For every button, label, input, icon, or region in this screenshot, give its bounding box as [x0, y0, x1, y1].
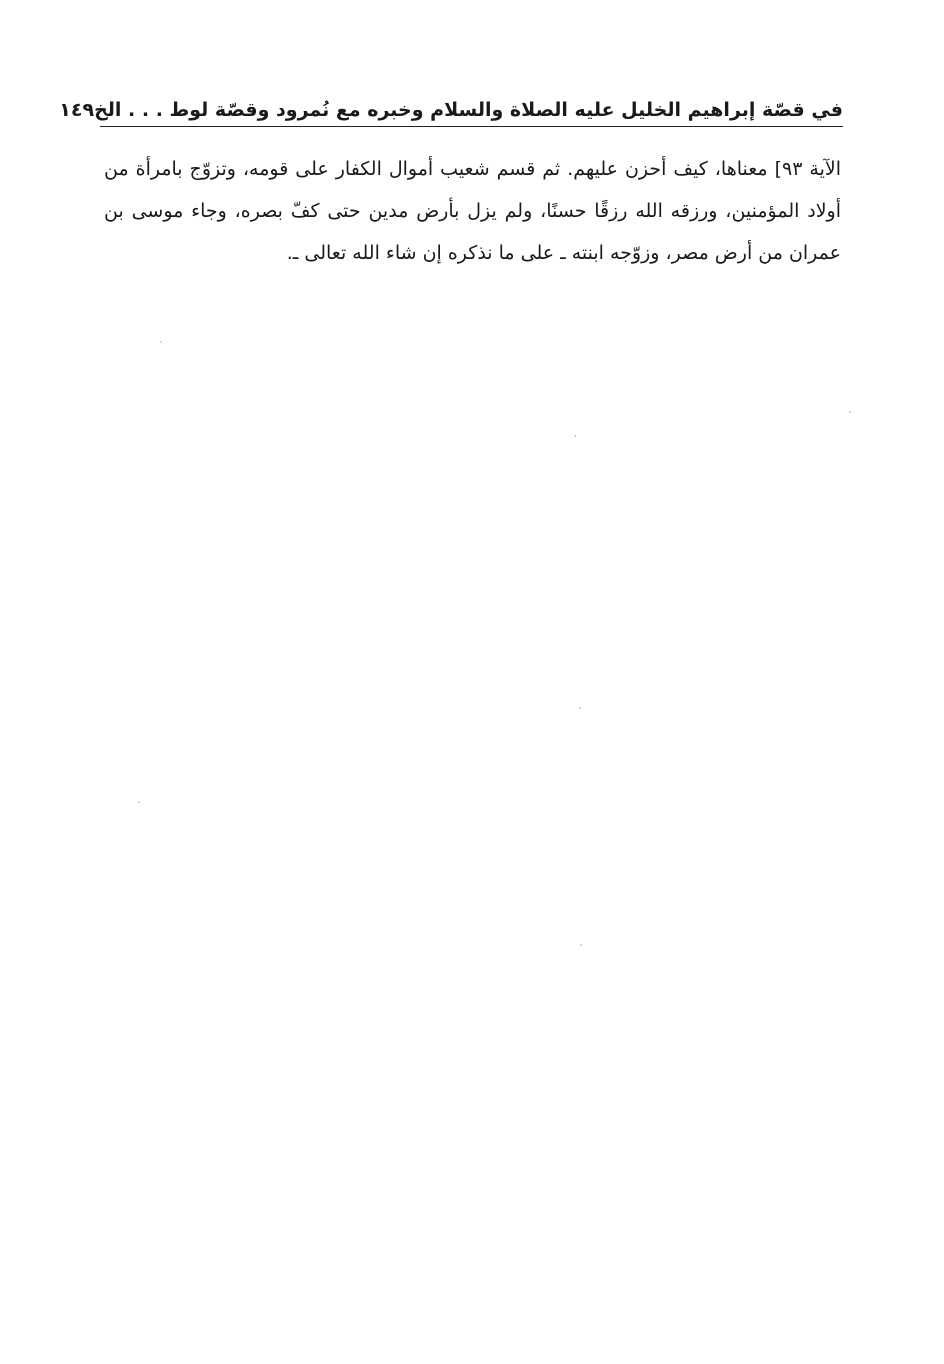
scan-speck: [160, 341, 162, 343]
scan-speck: [579, 707, 581, 709]
header-rule: [100, 126, 843, 127]
page-number: ١٤٩: [59, 99, 95, 121]
scan-speck: [138, 801, 140, 803]
running-header: [59, 86, 843, 121]
body-paragraph: الآية ٩٣] معناها، كيف أحزن عليهم. ثم قسم شعيب أموال الكفار على قومه، وتزوّج بامرأة من أولاد المؤمنين، ورزقه الله رزقًا حسنًا، ولم يزل بأرض مدين حتى كفّ بصره، وجاء موسى بن عمران من أرض مصر، وزوّجه ابنته ـ على ما نذكره إن شاء الله تعالى ـ.: [104, 158, 841, 264]
scan-speck: [580, 944, 582, 946]
scan-speck: [849, 411, 851, 413]
scan-speck: [574, 435, 576, 437]
running-header-title: في قصّة إبراهيم الخليل عليه الصلاة والسلام وخبره مع نُمرود وقصّة لوط . . . الخ: [94, 99, 843, 121]
